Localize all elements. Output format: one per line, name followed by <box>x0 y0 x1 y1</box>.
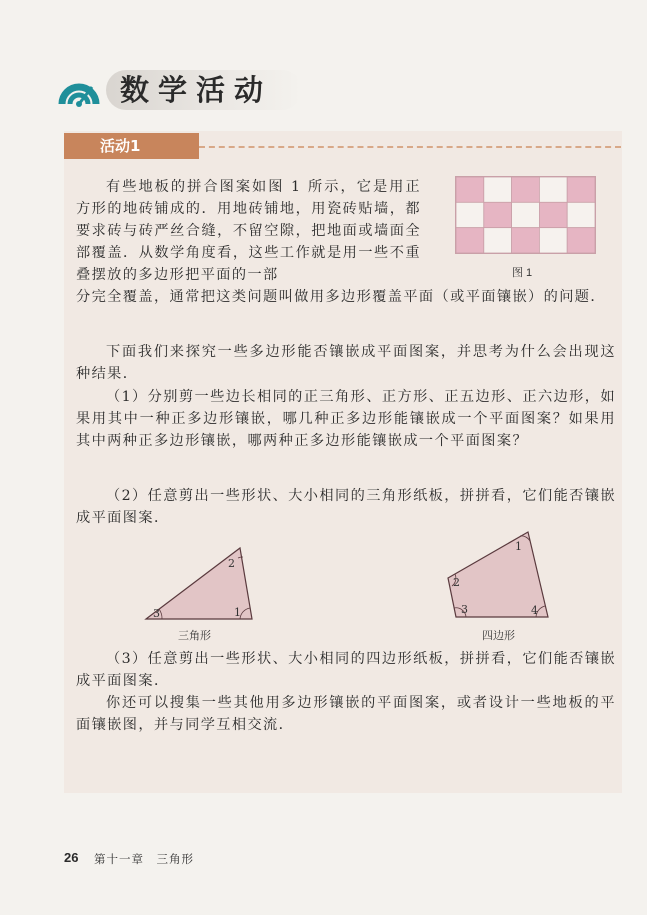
quad-angle-3: 3 <box>461 603 468 616</box>
floor-tile <box>539 202 567 227</box>
quad-angle-4: 4 <box>531 604 538 617</box>
triangle-angle-3: 3 <box>153 607 160 620</box>
floor-tile <box>456 228 484 253</box>
floor-tile <box>456 202 484 227</box>
floor-tile <box>484 202 512 227</box>
floor-tile <box>512 177 540 202</box>
quadrilateral-caption: 四边形 <box>482 630 515 642</box>
page-number: 26 <box>64 850 79 865</box>
tag-divider <box>199 146 621 148</box>
floor-tile <box>484 177 512 202</box>
floor-tile <box>567 202 595 227</box>
tile-grid <box>456 177 595 253</box>
floor-tile <box>567 177 595 202</box>
quad-angle-2: 2 <box>453 576 460 589</box>
floor-tile <box>512 228 540 253</box>
question-3: （3）任意剪出一些形状、大小相同的四边形纸板，拼拼看，它们能否镶嵌成平面图案． <box>76 651 616 689</box>
activity-tag: 活动1 <box>64 133 199 159</box>
quad-angle-1: 1 <box>515 540 522 553</box>
triangle-figure <box>140 545 260 623</box>
floor-tile <box>484 228 512 253</box>
triangle-caption: 三角形 <box>178 630 211 642</box>
explore-paragraph: 下面我们来探究一些多边形能否镶嵌成平面图案，并思考为什么会出现这种结果． <box>76 344 616 382</box>
floor-tile <box>539 228 567 253</box>
triangle-angle-2: 2 <box>228 557 235 570</box>
floor-tile <box>567 228 595 253</box>
quadrilateral-figure <box>440 528 552 623</box>
floor-tile <box>512 202 540 227</box>
chapter-label: 第十一章 三角形 <box>94 852 194 866</box>
section-title: 数学活动 <box>106 70 302 110</box>
question-1: （1）分别剪一些边长相同的正三角形、正方形、正五边形、正六边形，如果用其中一种正多边形镶嵌，哪几种正多边形能镶嵌成一个平面图案？如果用其中两种正多边形镶嵌，哪两种正多边形能镶嵌成一个平面图案？ <box>76 389 616 449</box>
closing-paragraph: 你还可以搜集一些其他用多边形镶嵌的平面图案，或者设计一些地板的平面镶嵌图，并与同学互相交流． <box>76 695 616 733</box>
triangle-angle-1: 1 <box>234 606 241 619</box>
intro-paragraph-wrapped: 有些地板的拼合图案如图 1 所示，它是用正方形的地砖铺成的．用地砖铺地，用瓷砖贴墙，都要求砖与砖严丝合缝，不留空隙，把地面或墙面全部覆盖．从数学角度看，这些工作就是用一些不重叠摆放的多边形把平面的一部 <box>76 179 421 283</box>
question-2: （2）任意剪出一些形状、大小相同的三角形纸板，拼拼看，它们能否镶嵌成平面图案． <box>76 488 616 526</box>
figure-1-tiling <box>455 176 596 254</box>
floor-tile <box>539 177 567 202</box>
activity-logo-icon <box>58 74 100 110</box>
figure-1-caption: 图 1 <box>512 267 533 279</box>
floor-tile <box>456 177 484 202</box>
intro-paragraph-continued: 分完全覆盖，通常把这类问题叫做用多边形覆盖平面（或平面镶嵌）的问题． <box>76 289 606 305</box>
